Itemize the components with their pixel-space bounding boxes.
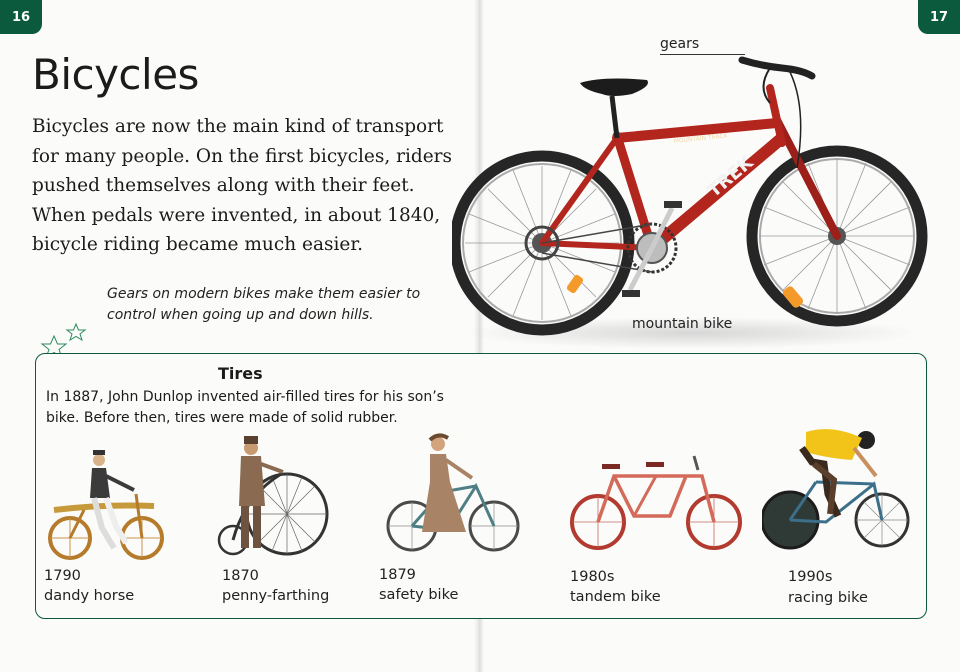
frame-brand-text: TREK [703, 152, 758, 202]
timeline-year: 1870 [222, 568, 259, 584]
timeline-year: 1879 [379, 567, 416, 583]
page-number-left: 16 [0, 0, 42, 34]
timeline-name: tandem bike [570, 589, 661, 605]
tires-body: In 1887, John Dunlop invented air-filled tires for his son’s bike. Before then, tires were made of solid rubber. [46, 389, 444, 426]
gears-leader-line [660, 54, 745, 55]
saddle [580, 79, 648, 96]
page-title: Bicycles [32, 50, 199, 99]
timeline-item-penny-farthing [215, 436, 335, 561]
handlebar [742, 60, 812, 76]
timeline-year: 1990s [788, 569, 833, 585]
timeline-item-racing-bike [762, 424, 912, 552]
tires-heading: Tires [218, 364, 263, 383]
page-number-right: 17 [918, 0, 960, 34]
penny-farthing-illustration [215, 436, 335, 561]
mountain-bike-label: mountain bike [632, 316, 733, 332]
racing-bike-illustration [762, 424, 912, 552]
timeline-name: racing bike [788, 590, 868, 606]
rider-jersey [806, 429, 862, 460]
gears-label: gears [660, 36, 700, 52]
timeline-year: 1790 [44, 568, 81, 584]
timeline-year: 1980s [570, 569, 615, 585]
safety-bike-illustration [386, 432, 521, 557]
intro-paragraph: Bicycles are now the main kind of transport for many people. On the first bicycles, riders pushed themselves along with their feet. When pedals were invented, in about 1840, bicycle riding became much easier. [32, 116, 452, 255]
frame-model-text: MOUNTAIN TRACK [673, 132, 728, 145]
timeline-name: penny-farthing [222, 588, 330, 604]
timeline-item-tandem-bike [568, 450, 744, 552]
timeline-item-dandy-horse [44, 448, 174, 563]
timeline-name: safety bike [379, 587, 459, 603]
dandy-horse-illustration [44, 448, 174, 563]
timeline-item-safety-bike [386, 432, 521, 557]
timeline-name: dandy horse [44, 588, 135, 604]
tandem-bike-illustration [568, 450, 744, 552]
gears-caption: Gears on modern bikes make them easier to control when going up and down hills. [107, 286, 421, 323]
mountain-bike-photo [452, 48, 932, 348]
